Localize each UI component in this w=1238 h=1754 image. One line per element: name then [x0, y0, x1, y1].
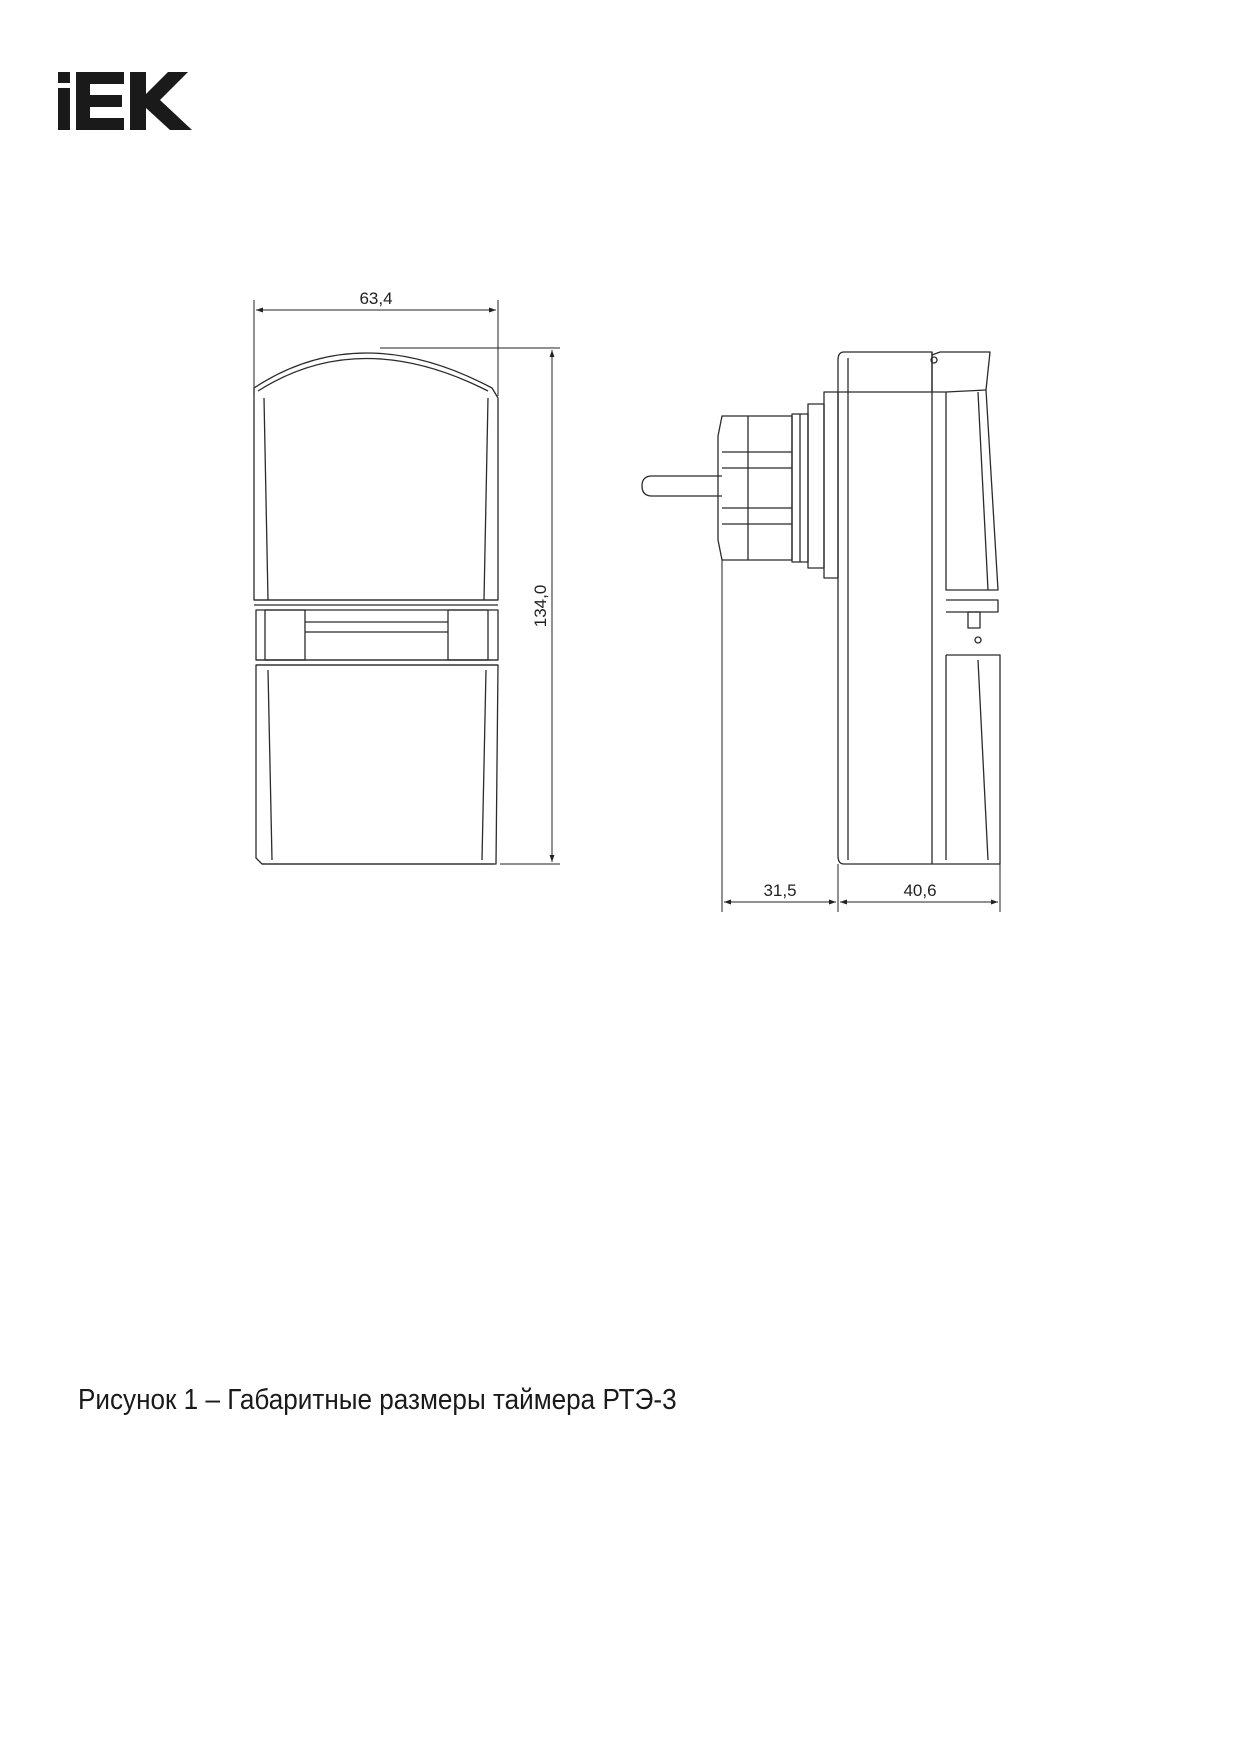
figure-caption: Рисунок 1 – Габаритные размеры таймера РТЭ-3 [78, 1384, 677, 1416]
dim-body-depth: 40,6 [903, 881, 937, 900]
front-view [254, 353, 498, 864]
dim-plug-length: 31,5 [763, 881, 797, 900]
dim-front-width: 63,4 [359, 289, 393, 308]
side-view [642, 352, 1000, 864]
dim-height: 134,0 [531, 584, 550, 628]
